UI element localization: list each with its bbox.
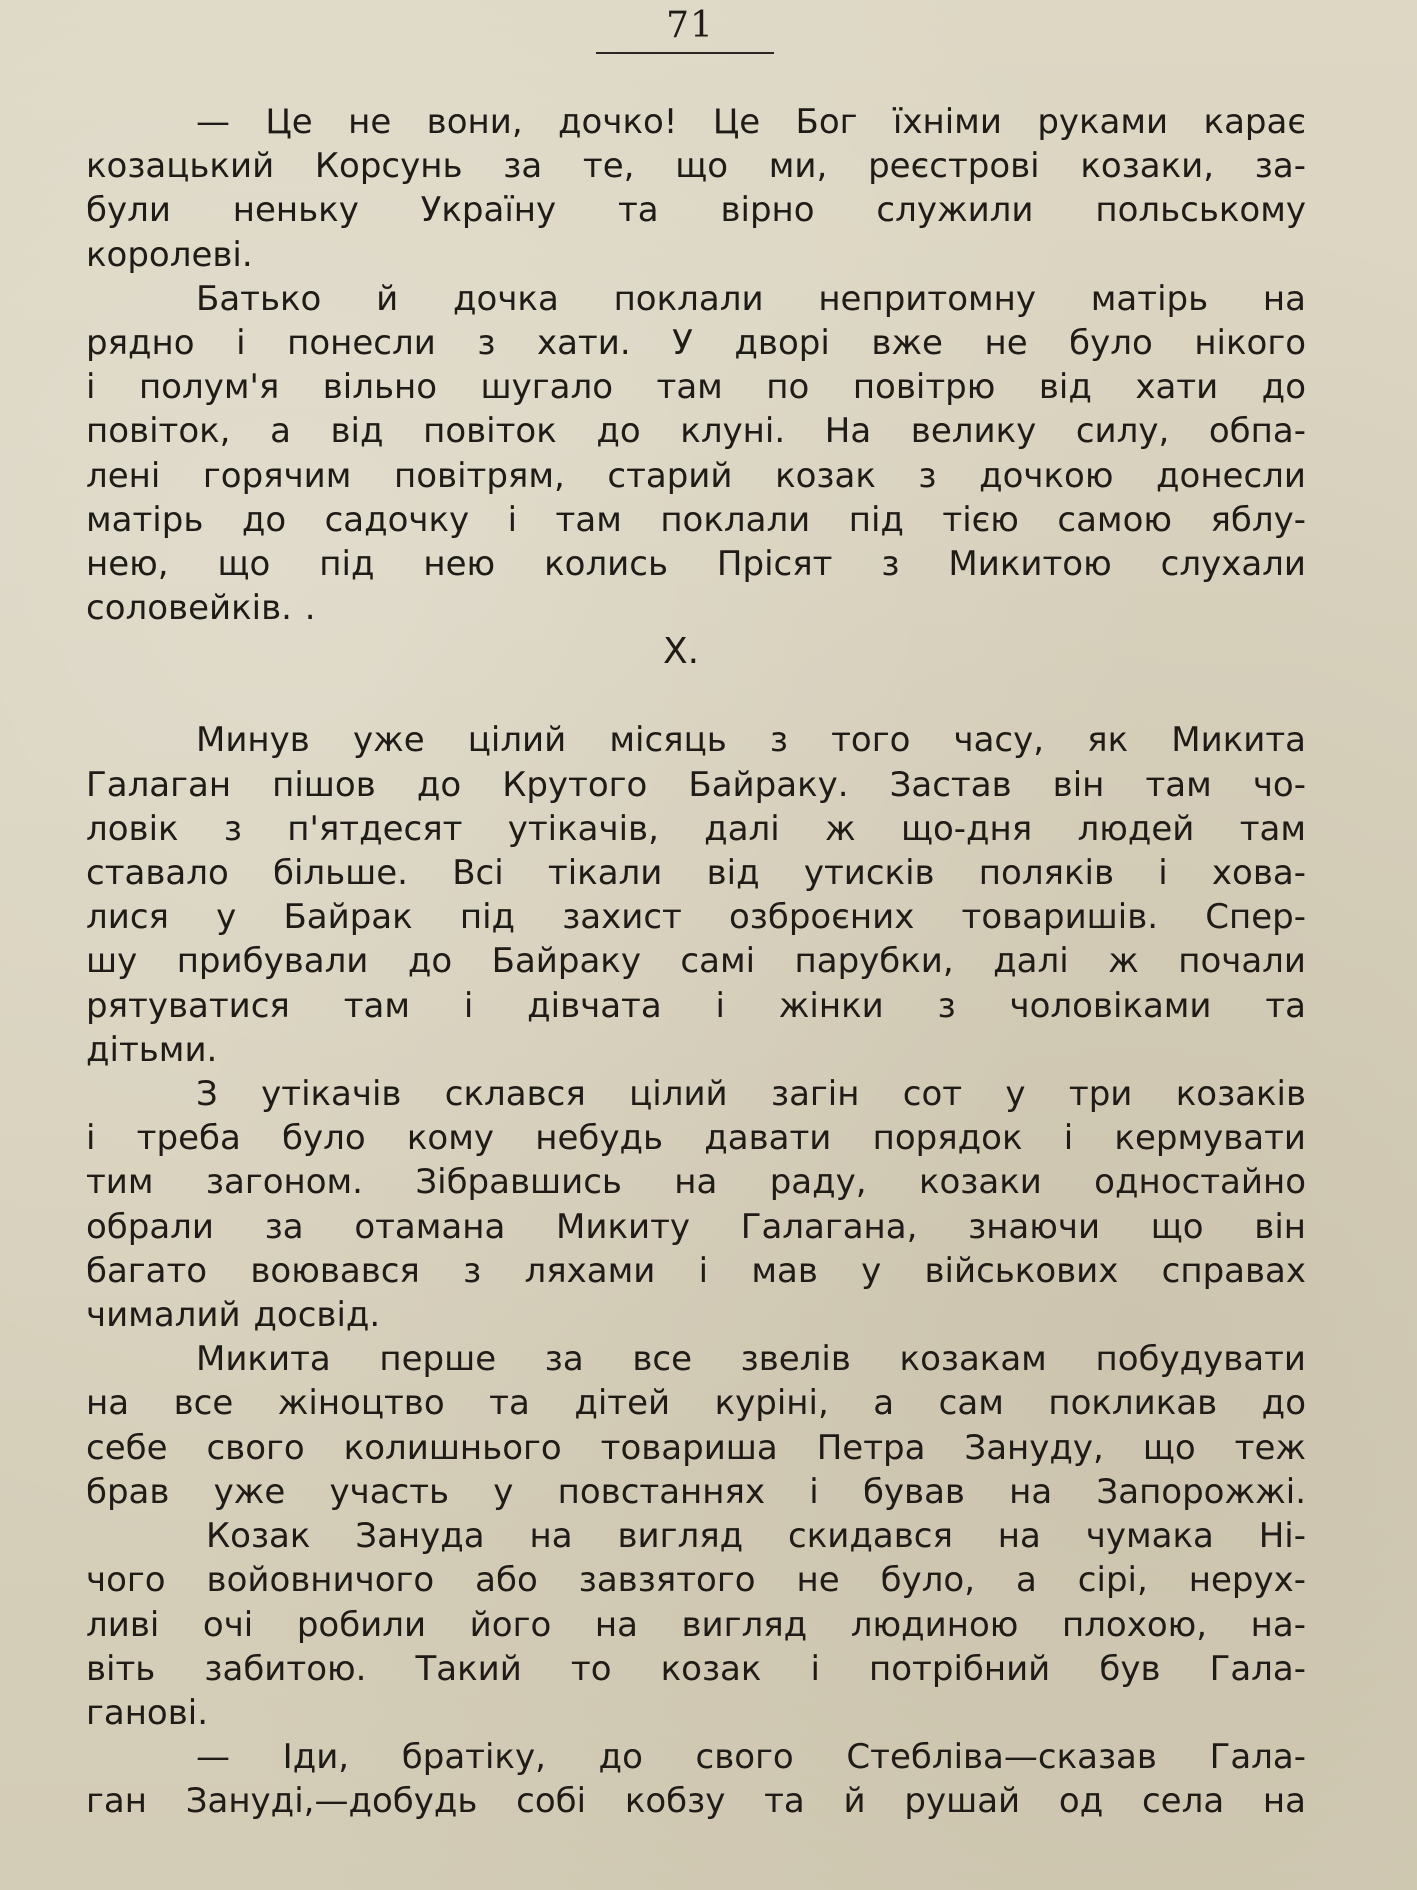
- text-line: З утікачів склався цілий загін сот у три козаків: [196, 1074, 1306, 1115]
- text-line: віть забитою. Такий то козак і потрібний був Гала-: [86, 1648, 1306, 1689]
- paragraph-2: [86, 277, 1306, 631]
- text-line: ловік з п'ятдесят утікачів, далі ж що-дня людей там: [86, 808, 1306, 849]
- paragraph-5: [86, 1337, 1306, 1514]
- text-line: шу прибували до Байраку самі парубки, далі ж почали: [86, 941, 1306, 982]
- paragraph-7: [86, 1735, 1306, 1823]
- text-line: — Це не вони, дочко! Це Бог їхніми руками карає: [196, 102, 1306, 142]
- text-line: ставало більше. Всі тікали від утисків поляків і хова-: [86, 853, 1306, 894]
- text-line: рятуватися там і дівчата і жінки з чоловіками та: [86, 985, 1306, 1026]
- text-line: Минув уже цілий місяць з того часу, як Микита: [196, 720, 1306, 761]
- paragraph-4: [86, 1072, 1306, 1337]
- text-line: лися у Байрак під захист озброєних товаришів. Спер-: [86, 897, 1306, 938]
- text-line: повіток, а від повіток до клуні. На велику силу, обпа-: [86, 411, 1306, 452]
- text-line: і полум'я вільно шугало там по повітрю від хати до: [86, 367, 1306, 408]
- text-line: Микита перше за все звелів козакам побудувати: [196, 1339, 1306, 1380]
- text-line: рядно і понесли з хати. У дворі вже не було нікого: [86, 323, 1306, 364]
- text-line: багато воювався з ляхами і мав у військових справах: [86, 1250, 1306, 1291]
- text-line: лені горячим повітрям, старий козак з дочкою донесли: [86, 455, 1306, 496]
- text-line: тим загоном. Зібравшись на раду, козаки одностайно: [86, 1162, 1306, 1203]
- paragraph-6: [86, 1514, 1306, 1735]
- text-line: обрали за отамана Микиту Галагана, знаючи що він: [86, 1206, 1306, 1247]
- page-number: 71: [666, 5, 714, 46]
- text-line: чого войовничого або завзятого не було, а сірі, нерух-: [86, 1560, 1306, 1601]
- text-line: козацький Корсунь за те, що ми, реєстрові козаки, за-: [86, 146, 1306, 187]
- text-line: чималий досвід.: [86, 1295, 381, 1336]
- body-text: [86, 100, 1306, 1824]
- text-line: — Іди, братіку, до свого Стебліва—сказав Гала-: [196, 1737, 1306, 1778]
- chapter-heading: X.: [662, 631, 700, 673]
- paragraph-1: [86, 100, 1306, 277]
- text-line: нею, що під нею колись Прісят з Микитою слухали: [86, 544, 1306, 585]
- text-line: дітьми.: [86, 1029, 218, 1070]
- text-line: королеві.: [86, 234, 253, 275]
- header-rule: [596, 52, 774, 54]
- text-line: Козак Зануда на вигляд скидався на чумака Ні-: [206, 1516, 1306, 1557]
- text-line: ганові.: [86, 1692, 209, 1733]
- text-line: ливі очі робили його на вигляд людиною плохою, на-: [86, 1604, 1306, 1645]
- paragraph-3: [86, 718, 1306, 1072]
- text-line: Батько й дочка поклали непритомну матірь на: [196, 278, 1306, 319]
- text-line: були неньку Україну та вірно служили польському: [86, 190, 1306, 231]
- text-line: і треба було кому небудь давати порядок і кермувати: [86, 1118, 1306, 1159]
- text-line: соловейків. .: [86, 588, 316, 629]
- text-line: Галаган пішов до Крутого Байраку. Застав він там чо-: [86, 764, 1306, 805]
- text-line: брав уже участь у повстаннях і бував на Запорожжі.: [86, 1471, 1306, 1512]
- text-line: ган Зануді,—добудь собі кобзу та й рушай од села на: [86, 1781, 1306, 1822]
- text-line: на все жіноцтво та дітей курінi, а сам покликав до: [86, 1383, 1306, 1424]
- text-line: себе свого колишнього товариша Петра Зануду, що теж: [86, 1427, 1306, 1468]
- text-line: матірь до садочку і там поклали під тією самою яблу-: [86, 499, 1306, 540]
